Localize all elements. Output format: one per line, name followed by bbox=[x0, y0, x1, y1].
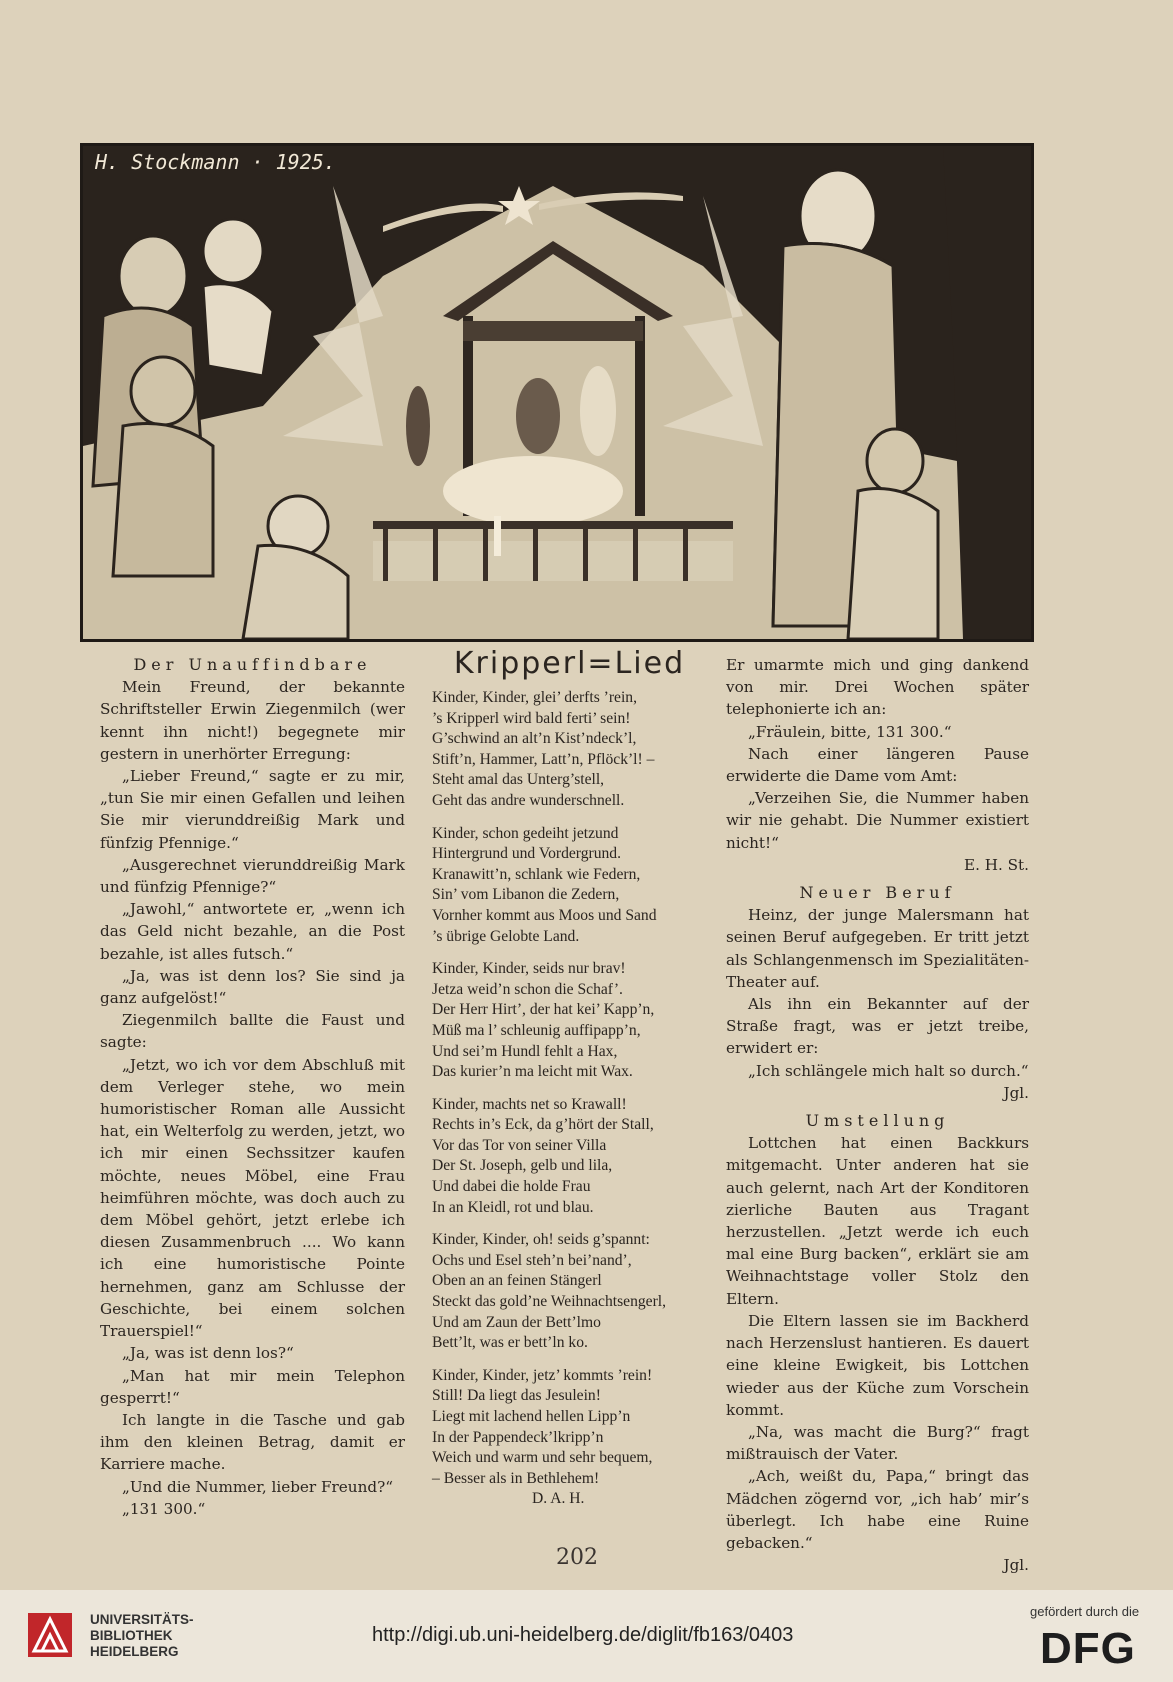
poem-stanza bbox=[432, 1366, 707, 1510]
paragraph: „Man hat mir mein Telephon gesperrt!“ bbox=[100, 1366, 405, 1407]
verse-line: In der Pappendeck’lkripp’n bbox=[432, 1428, 604, 1446]
author-signature: Jgl. bbox=[1003, 1556, 1029, 1575]
library-name bbox=[90, 1612, 194, 1660]
library-logo-icon bbox=[28, 1613, 72, 1657]
verse-line: ’s übrige Gelobte Land. bbox=[432, 927, 580, 945]
paragraph: Er umarmte mich und ging dankend von mir. Drei Wochen später telephonierte ich an: bbox=[726, 656, 1029, 719]
poem-stanza bbox=[432, 688, 707, 812]
verse-line: Ochs und Esel steh’n bei’nand’, bbox=[432, 1251, 632, 1269]
verse-line: Das kurier’n ma leicht mit Wax. bbox=[432, 1063, 633, 1081]
paragraph: „Jawohl,“ antwortete er, „wenn ich das Geld nicht bezahle, an die Post bezahle, ist alles futsch.“ bbox=[100, 900, 405, 963]
nativity-illustration bbox=[80, 143, 1034, 642]
verse-line: Kinder, Kinder, oh! seids g’spannt: bbox=[432, 1231, 650, 1249]
author-signature: Jgl. bbox=[1003, 1083, 1029, 1102]
verse-line: Vornher kommt aus Moos und Sand bbox=[432, 906, 657, 924]
poem-author: D. A. H. bbox=[532, 1490, 585, 1508]
column-middle-poem bbox=[432, 646, 707, 1522]
poem-stanza bbox=[432, 1095, 707, 1219]
paragraph: „Verzeihen Sie, die Nummer haben wir nie gehabt. Die Nummer existiert nicht!“ bbox=[726, 789, 1029, 852]
paragraph: „Ausgerechnet vierunddreißig Mark und fünfzig Pfennige?“ bbox=[100, 855, 405, 897]
verse-line: G’schwind an alt’n Kist’ndeck’l, bbox=[432, 730, 637, 748]
verse-line: Und sei’m Hundl fehlt a Hax, bbox=[432, 1042, 618, 1060]
paragraph: „Na, was macht die Burg?“ fragt mißtrauisch der Vater. bbox=[726, 1422, 1029, 1464]
paragraph: „Ich schlängele mich halt so durch.“ bbox=[748, 1061, 1029, 1080]
verse-line: Jetza weid’n schon die Schaf’. bbox=[432, 980, 623, 998]
dfg-logo: DFG bbox=[1040, 1624, 1136, 1673]
paragraph: Lottchen hat einen Backkurs mitgemacht. Unter anderen hat sie auch gelernt, nach Art der Konditoren zierliche Bauten aus Tragant herzustellen. „Jetzt werde ich euch mal eine Burg backen“, erklärt sie am Weihnachtstage voller Stolz den Eltern. bbox=[726, 1134, 1029, 1308]
verse-line: Müß ma l’ schleunig auffipapp’n, bbox=[432, 1021, 641, 1039]
verse-line: Und am Zaun der Bett’lmo bbox=[432, 1313, 601, 1331]
paragraph: Nach einer längeren Pause erwiderte die Dame vom Amt: bbox=[726, 744, 1029, 786]
paragraph: „Ach, weißt du, Papa,“ bringt das Mädchen zögernd vor, „ich hab’ mir’s überlegt. Ich habe eine Ruine gebacken.“ bbox=[726, 1467, 1029, 1552]
verse-line: Und dabei die holde Frau bbox=[432, 1178, 591, 1196]
verse-line: Der St. Joseph, gelb und lila, bbox=[432, 1157, 613, 1175]
column-left bbox=[100, 654, 405, 1520]
verse-line: Kinder, schon gedeiht jetzund bbox=[432, 824, 619, 842]
artist-signature: H. Stockmann · 1925. bbox=[95, 150, 336, 174]
library-name-line: BIBLIOTHEK bbox=[90, 1628, 173, 1643]
paragraph: Die Eltern lassen sie im Backherd nach Herzenslust hantieren. Es dauert eine kleine Ewigkeit, bis Lottchen wieder aus der Küche zum Vorschein kommt. bbox=[726, 1311, 1029, 1419]
paragraph: „Fräulein, bitte, 131 300.“ bbox=[748, 722, 952, 741]
verse-line: Weich und warm und sehr bequem, bbox=[432, 1449, 653, 1467]
poem-stanza bbox=[432, 824, 707, 948]
paragraph: „Und die Nummer, lieber Freund?“ bbox=[122, 1477, 393, 1496]
paragraph: „Lieber Freund,“ sagte er zu mir, „tun Sie mir einen Gefallen und leihen Sie mir vierunddreißig Mark und fünfzig Pfennige.“ bbox=[100, 767, 405, 852]
verse-line: Vor das Tor von seiner Villa bbox=[432, 1136, 607, 1154]
library-name-line: HEIDELBERG bbox=[90, 1644, 179, 1659]
paragraph: „Ja, was ist denn los? Sie sind ja ganz aufgelöst!“ bbox=[100, 966, 405, 1008]
verse-line: Bett’lt, was er bett’ln ko. bbox=[432, 1334, 588, 1352]
funded-by-label: gefördert durch die bbox=[1030, 1604, 1140, 1619]
permalink-url[interactable]: http://digi.ub.uni-heidelberg.de/diglit/fb163/0403 bbox=[372, 1624, 794, 1646]
verse-line: Der Herr Hirt’, der hat kei’ Kapp’n, bbox=[432, 1001, 655, 1019]
paragraph: „Ja, was ist denn los?“ bbox=[122, 1344, 294, 1363]
verse-line: Kinder, machts net so Krawall! bbox=[432, 1095, 627, 1113]
paragraph: Heinz, der junge Malersmann hat seinen Beruf aufgegeben. Er tritt jetzt als Schlangenmensch im Spezialitäten-Theater auf. bbox=[726, 906, 1029, 991]
paragraph: „131 300.“ bbox=[122, 1499, 206, 1518]
verse-line: Stift’n, Hammer, Latt’n, Pflöck’l! – bbox=[432, 750, 655, 768]
paragraph: „Jetzt, wo ich vor dem Abschluß mit dem Verleger stehe, wo mein humoristischer Roman alle Aussicht hat, ein Welterfolg zu werden, jetzt, wo ich mir einen Sechssitzer kaufen möchte, neues Möbel, eine Frau heimführen möchte, was doch auch zu dem Möbel gehört, jetzt erlebe ich diesen Zusammenbruch .... Wo kann ich eine humoristische Pointe hernehmen, ganz am Schlusse der Geschichte, bei einem solchen Trauerspiel!“ bbox=[100, 1055, 405, 1341]
poem-title: Kripperl=Lied bbox=[453, 646, 686, 681]
paragraph: Ich langte in die Tasche und gab ihm den kleinen Betrag, damit er Karriere mache. bbox=[100, 1410, 405, 1474]
verse-line: Hintergrund und Vordergrund. bbox=[432, 845, 621, 863]
story-title-unauffindbare: Der Unauffindbare bbox=[133, 655, 372, 674]
poem-stanza bbox=[432, 1230, 707, 1354]
verse-line: Liegt mit lachend hellen Lipp’n bbox=[432, 1408, 631, 1425]
verse-line: Kinder, Kinder, glei’ derfts ’rein, bbox=[432, 689, 638, 706]
verse-line: In an Kleidl, rot und blau. bbox=[432, 1198, 594, 1216]
verse-line: Steht amal das Unterg’stell, bbox=[432, 771, 605, 789]
paragraph: Als ihn ein Bekannter auf der Straße fragt, was er jetzt treibe, erwidert er: bbox=[726, 995, 1029, 1058]
verse-line: Steckt das gold’ne Weihnachtsengerl, bbox=[432, 1293, 667, 1311]
page-number: 202 bbox=[556, 1545, 598, 1570]
story-title-neuer-beruf: Neuer Beruf bbox=[799, 883, 956, 903]
column-right bbox=[726, 654, 1029, 1576]
verse-line: Still! Da liegt das Jesulein! bbox=[432, 1387, 601, 1405]
verse-line: ’s Kripperl wird bald ferti’ sein! bbox=[432, 709, 631, 727]
paragraph: Mein Freund, der bekannte Schriftsteller Erwin Ziegenmilch (wer kennt ihn nicht!) begegnete mir gestern in unerhörter Erregung: bbox=[100, 678, 405, 763]
author-signature: E. H. St. bbox=[964, 855, 1029, 874]
verse-line: Kranawitt’n, schlank wie Federn, bbox=[432, 865, 641, 883]
story-title-umstellung: Umstellung bbox=[805, 1111, 950, 1131]
verse-line: Rechts in’s Eck, da g’hört der Stall, bbox=[432, 1116, 654, 1134]
paragraph: Ziegenmilch ballte die Faust und sagte: bbox=[100, 1011, 405, 1052]
verse-line: Kinder, Kinder, jetz’ kommts ’rein! bbox=[432, 1366, 653, 1384]
verse-line: – Besser als in Bethlehem! bbox=[432, 1469, 600, 1487]
verse-line: Oben an an feinen Stängerl bbox=[432, 1272, 602, 1290]
library-name-line: UNIVERSITÄTS- bbox=[90, 1612, 194, 1627]
verse-line: Kinder, Kinder, seids nur brav! bbox=[432, 960, 626, 978]
poem-stanza bbox=[432, 959, 707, 1083]
verse-line: Sin’ vom Libanon die Zedern, bbox=[432, 886, 620, 904]
verse-line: Geht das andre wunderschnell. bbox=[432, 791, 625, 809]
illustration-drawing bbox=[83, 146, 1031, 639]
viewer-footer bbox=[0, 1590, 1173, 1682]
